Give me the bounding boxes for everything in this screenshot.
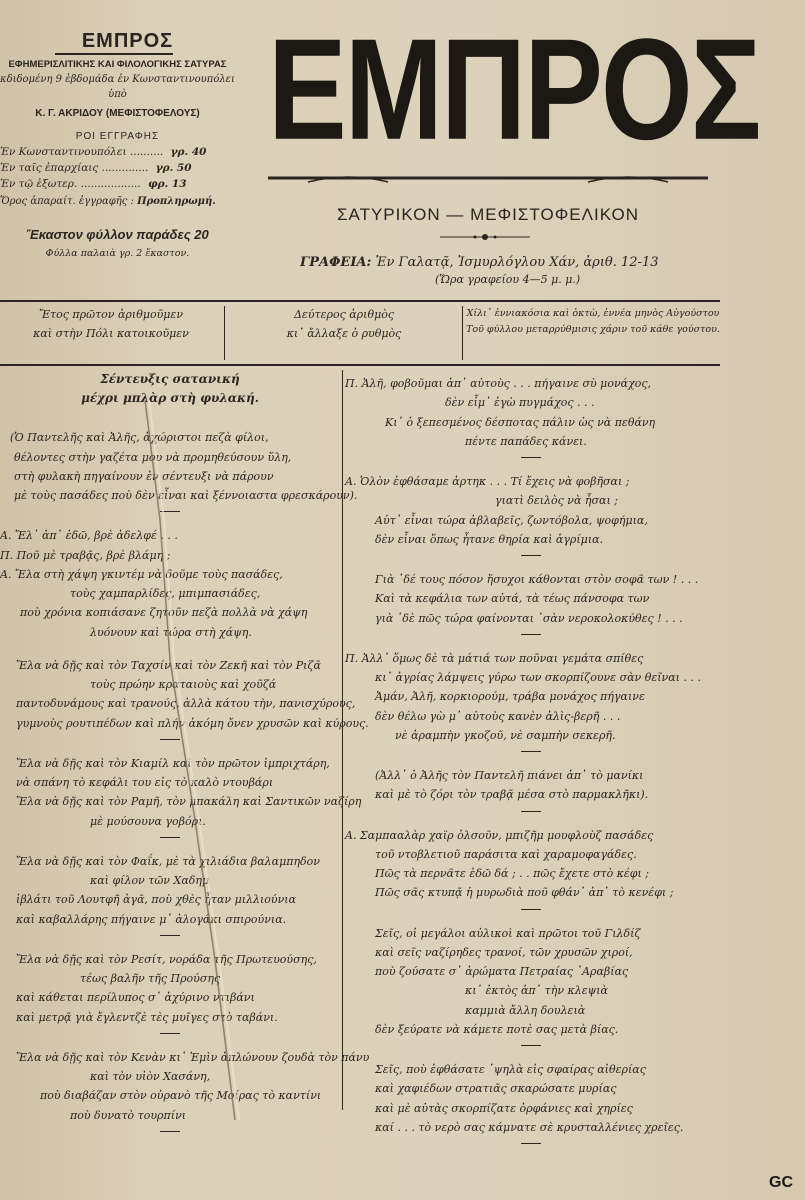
- verse-line: Α. Σαμπααλὰρ χαϊρ ὁλσοῦν, μπιζῆμ μουφλοὺζ πασάδες: [345, 828, 654, 842]
- verse-line: τοὺς πρώην κραταιοὺς καὶ χοῦζά: [90, 678, 277, 692]
- stanza: [345, 1060, 717, 1144]
- box-line: Χίλι᾽ ἐννιακόσια καὶ ὀκτὼ, ἐννέα μηνὸς Αὐγούστου: [466, 308, 720, 319]
- separator: [160, 739, 180, 740]
- verse-line: Α. Ὁλὸν ἐφθάσαμε ἀρτηκ . . . Τί ἔχεις νὰ φοβῆσαι ;: [345, 475, 630, 488]
- subscription-label: Ἐν ταῖς ἐπαρχίαις ..............: [0, 162, 149, 174]
- separator: [521, 1045, 541, 1046]
- separator: [160, 837, 180, 838]
- separator: [521, 811, 541, 812]
- verse-line: καὶ σεῖς ναζίρηδες τρανοί, τῶν χρυσῶν χιροί,: [375, 945, 633, 959]
- verse-line: στὴ φυλακὴ πηγαίνουν ἐν σέντευξι νὰ πάρουν: [14, 469, 274, 483]
- box-divider: [224, 306, 225, 360]
- verse-line: δὲν θέλω γὼ μ᾽ αὐτοὺς κανὲν ἀλὶς-βερῆ . . .: [375, 709, 621, 723]
- verse-line: Ἔλα νὰ δῇς καὶ τὸν Φαΐκ, μὲ τὰ χιλιάδια βαλαμπηδον: [16, 854, 320, 868]
- verse-line: νὰ σπάνη τὸ κεφάλι του εἰς τὸ καλὸ ντουβάρι: [16, 776, 274, 790]
- heading-line: μέχρι μπλὰρ στὴ φυλακή.: [81, 391, 259, 406]
- box-divider: [462, 306, 463, 360]
- issue-price: Ἕκαστον φύλλον παράδες 20: [26, 227, 209, 242]
- verse-line: καμμιὰ ἄλλη δουλειὰ: [465, 1003, 586, 1017]
- verse-line: καὶ μὲ τὸ ζόρι τὸν τραβᾷ μέσα στὸ παρμακλῆκι).: [375, 788, 649, 802]
- info-boxes: [0, 300, 720, 366]
- verse-line: (Ὁ Παντελῆς καὶ Ἀλῆς, ἀχώριστοι πεζὰ φίλοι,: [10, 431, 269, 445]
- verse-line: λυόνουν καὶ τώρα στὴ χάψη.: [90, 625, 252, 639]
- stanza: [0, 1048, 370, 1132]
- verse-line: Σεῖς, οἱ μεγάλοι αὐλικοὶ καὶ πρῶτοι τοῦ Γιλδίζ: [375, 926, 641, 940]
- verse-line: Ἔλα νὰ δῇς καὶ τὸν Ρεσίτ, νοράδα τῆς Πρωτευούσης,: [16, 952, 317, 966]
- verse-line: τοὺς χαμπαρλίδες, μπιμπασιάδες,: [70, 587, 261, 601]
- stanza: [0, 950, 340, 1034]
- box-date: [466, 306, 720, 358]
- subscription-row: [0, 146, 235, 158]
- watermark-logo: GC: [769, 1174, 793, 1191]
- subscription-price: γρ. 50: [155, 162, 192, 174]
- stanza: [345, 374, 717, 458]
- subscription-label: Ἐν τῷ ἐξωτερ. ..................: [0, 178, 141, 190]
- small-title: ΕΜΠΡΟΣ: [81, 30, 174, 52]
- publication-line: κδιδομένη 9 ἑβδομάδα ἐν Κωνσταντινουπόλει: [0, 74, 235, 85]
- verse-line: καὶ χαφιέδων στρατιᾶς σκαρώσατε μυρίας: [375, 1082, 617, 1096]
- verse-line: (Ἀλλ᾽ ὁ Ἀλῆς τὸν Παντελῆ πιάνει ἀπ᾽ τὸ μανίκι: [375, 769, 644, 782]
- verse-line: καὶ μετρᾷ γιὰ ἔγλεντζὲ τὲς μυῖγες στὸ ταβάνι.: [16, 1010, 278, 1024]
- intro-stanza: [0, 428, 358, 512]
- verse-line: γυμνοὺς ρουτιπέδων καὶ πλήν ἀκόμη ὄνεν χρυσῶν καὶ κύρους.: [16, 716, 369, 730]
- verse-line: κι᾽ ἀγρίας λάμψεις γύρω των σκορπίζουνε σὰν θεῖναι . . .: [375, 671, 701, 684]
- subscription-price: γρ. 40: [170, 146, 207, 158]
- stanza: [345, 472, 717, 556]
- subscription-note-text: Ὅρος ἀπαραίτ. ἐγγραφῆς :: [0, 196, 134, 207]
- editor-name: Κ. Γ. ΑΚΡΙΔΟΥ (ΜΕΦΙΣΤΟΦΕΛΟΥΣ): [35, 108, 200, 119]
- offices-address: Ἐν Γαλατᾷ, Ἰσμυρλόγλου Χάν, ἀριθ. 12-13: [375, 255, 659, 270]
- verse-line: Σεῖς, ποὺ ἐφθάσατε ᾽ψηλὰ εἰς σφαίρας αἰθερίας: [375, 1063, 646, 1076]
- verse-line: καί . . . τὸ νερὸ σας κάμνατε σὲ κρυσταλλένιες χρεῖες.: [375, 1120, 684, 1134]
- article-heading: [0, 370, 340, 408]
- subscription-note: [0, 196, 235, 207]
- stanza: [345, 924, 717, 1047]
- verse-line: τοῦ ντοβλετιοῦ παράσιτα καὶ χαραμοφαγάδες.: [375, 847, 637, 861]
- publication-line-2: ὑπὸ: [108, 89, 127, 100]
- verse-line: Πῶς σᾶς κτυπᾷ ἡ μυρωδιὰ ποῦ φθάν᾽ ἀπ᾽ τὸ κενέφι ;: [375, 886, 674, 900]
- verse-line: δὲν ξεύρατε νὰ κάμετε ποτὲ σας μετὰ βίας.: [375, 1022, 619, 1036]
- stanza: [345, 766, 717, 812]
- verse-line: μὲ τοὺς πασάδες ποὺ δὲν εἶναι καὶ ξέννοιαστα φρεσκάρουν).: [14, 489, 358, 503]
- separator: [160, 1033, 180, 1034]
- verse-line: παντοδυνάμους καὶ τρανούς, ἀλλὰ κάτου τὴν, πανισχύρους,: [16, 697, 356, 711]
- verse-line: δὲν εἶμ᾽ ἐγὼ πυγμάχος . . .: [445, 396, 595, 410]
- subscription-row: [0, 162, 235, 174]
- separator: [160, 935, 180, 936]
- box-line: καὶ στὴν Πόλι κατοικοῦμεν: [33, 326, 189, 340]
- verse-line: καὶ φίλον τῶν Χαδημ: [90, 874, 210, 888]
- column-divider: [342, 370, 343, 1110]
- offices-line: [300, 255, 740, 270]
- verse-line: ποὺ δυνατὸ τουρπίνι: [70, 1108, 187, 1122]
- verse-line: Κι᾽ ὁ ξεπεσμένος δέσποτας πάλιν ὡς νὰ πεθάνη: [385, 415, 656, 429]
- stanza: [0, 656, 369, 740]
- masthead-left: [0, 30, 235, 259]
- verse-line: Π. Ἀλλ᾽ ὅμως δὲ τὰ μάτιά των ποῦναι γεμάτα σπίθες: [345, 651, 644, 665]
- subscription-row: [0, 178, 235, 190]
- separator: [521, 751, 541, 752]
- separator: [160, 511, 180, 512]
- box-line: Δεύτερος ἀριθμὸς: [293, 308, 395, 321]
- verse-line: Ἀμάν, Ἀλῆ, κορκιορούμ, τράβα μονάχος πήγαινε: [375, 690, 645, 704]
- box-line: Τοῦ φύλλου μεταρρύθμισις χάριν τοῦ κάθε γούστου.: [466, 324, 720, 336]
- verse-line: δὲν εἶναι ὅπως ἦτανε θηρία καὶ ἀγρίμια.: [375, 532, 604, 546]
- issue-note: Φύλλα παλαιὰ γρ. 2 ἕκαστον.: [45, 248, 190, 259]
- masthead-title: ΕΜΠΡΟΣ: [268, 9, 760, 171]
- verse-line: Γιὰ ᾽δέ τους πόσον ἥσυχοι κάθονται στὸν σοφᾶ των ! . . .: [375, 573, 699, 586]
- verse-line: Π. Ἀλῆ, φοβοῦμαι ἀπ᾽ αὐτοὺς . . . πήγαινε σὺ μονάχος,: [345, 377, 652, 390]
- separator: [521, 909, 541, 910]
- stanza: [345, 826, 717, 910]
- separator: [521, 555, 541, 556]
- separator: [521, 1143, 541, 1144]
- verse-line: καὶ μὲ αὐτὰς σκορπίζατε ὀρφάνιες καὶ χηρίες: [375, 1101, 633, 1115]
- verse-line: ποὺ ζούσατε σ᾽ ἀρώματα Πετραίας ᾽Αραβίας: [375, 965, 629, 978]
- office-hours: (Ὥρα γραφείου 4—5 μ. μ.): [435, 273, 581, 286]
- verse-line: ἰβλάτι τοῦ Λουτφῆ ἀγᾶ, ποὺ χθὲς ἦταν μιλλιούνια: [16, 893, 297, 907]
- left-column: [0, 370, 370, 1132]
- verse-line: νὲ ἀραμπὴν γκοζοῦ, νὲ σαμπὴν σεκερῆ.: [395, 728, 616, 742]
- verse-line: καὶ κάθεται περίλυπος σ᾽ ἀχύρινο ντιβάνι: [16, 991, 255, 1005]
- separator: [521, 457, 541, 458]
- verse-line: μὲ μούσουνα γοβόρι.: [90, 814, 206, 828]
- verse-line: Α. Ἔλ᾽ ἀπ᾽ ἐδῶ, βρὲ ἀδελφέ . . .: [0, 529, 178, 543]
- offices-label: ΓΡΑΦΕΙΑ:: [300, 255, 372, 270]
- subscription-price: φρ. 13: [148, 178, 187, 190]
- separator: [521, 634, 541, 635]
- verse-line: γιατὶ δειλὸς νὰ ἦσαι ;: [495, 494, 618, 508]
- verse-line: Α. Ἔλα στὴ χάψη γκιντέμ νὰ δοῦμε τοὺς πασάδες,: [0, 567, 283, 581]
- right-column: [345, 370, 717, 1144]
- ornamental-rule: [268, 170, 708, 186]
- verse-line: ποὺ χρόνια κοπιάσανε ζητοῦν πεζὰ πολλὰ νὰ χάψη: [20, 606, 308, 620]
- verse-line: θέλοντες στὴν γαζέτα μου νὰ προμηθεύσουν ὕλη,: [14, 450, 292, 464]
- tagline: ΣΑΤΥΡΙΚΟΝ — ΜΕΦΙΣΤΟΦΕΛΙΚΟΝ: [336, 205, 640, 224]
- verse-line: ποὺ διαβάζαν στὸν οὐρανὸ τῆς Μοίρας τὸ καντίνι: [40, 1089, 322, 1103]
- box-number: [228, 306, 460, 358]
- verse-line: Ἔλα νὰ δῇς καὶ τὸν Κενὰν κι᾽ Ἐμὶν ἀπλώνουν ζουδὰ τὸν πάνυ: [16, 1050, 370, 1064]
- heading-line: Σέντευξις σατανική: [100, 372, 240, 386]
- stanza: [345, 649, 717, 752]
- verse-line: τέως βαλῆν τῆς Προύσης: [80, 972, 221, 986]
- small-subtitle: ΕΦΗΜΕΡΙΣΛΙΤΙΚΗΣ ΚΑΙ ΦΙΛΟΛΟΓΙΚΗΣ ΣΑΤΥΡΑΣ: [8, 59, 227, 70]
- subscription-label: Ἐν Κωνσταντινουπόλει ..........: [0, 146, 164, 158]
- verse-line: Καὶ τὰ κεφάλια των αὐτά, τὰ τέως πάνσοφα των: [375, 592, 650, 606]
- stanza: [0, 852, 340, 936]
- verse-line: Ἔλα νὰ δῇς καὶ τὸν Ταχσίν καὶ τὸν Ζεκῆ καὶ τὸν Ριζᾶ: [16, 658, 321, 672]
- box-year: [0, 306, 222, 358]
- verse-line: Αὐτ᾽ εἶναι τώρα ἀβλαβεῖς, ζωντόβολα, ψοφήμια,: [375, 513, 648, 527]
- verse-line: κι᾽ ἐκτὸς ἀπ᾽ τὴν κλεψιὰ: [465, 984, 608, 998]
- verse-line: καὶ τὸν υἱὸν Χασάνη,: [90, 1070, 211, 1084]
- small-title-rule: [55, 53, 173, 55]
- box-line: Ἔτος πρῶτον ἀριθμοῦμεν: [38, 308, 184, 321]
- small-ornament: [440, 232, 530, 242]
- dialogue-stanza: [0, 526, 340, 642]
- verse-line: Ἔλα νὰ δῇς καὶ τὸν Ραμῆ, τὸν μπακάλη καὶ Σαντικῶν ναζίρη: [16, 795, 362, 809]
- box-line: κι᾽ ἄλλαξε ὁ ρυθμὸς: [286, 326, 402, 340]
- stanza: [0, 754, 362, 838]
- verse-line: καὶ καβαλλάρης πήγαινε μ᾽ ἀλογάκι σπιρούνια.: [16, 912, 287, 926]
- stanza: [345, 570, 717, 635]
- verse-line: Π. Ποῦ μὲ τραβᾷς, βρὲ βλάμη ;: [0, 548, 171, 562]
- verse-line: Ἔλα νὰ δῇς καὶ τὸν Κιαμίλ καὶ τὸν πρῶτον ἰμπριχτάρη,: [16, 756, 330, 770]
- verse-line: πέντε παπάδες κάνει.: [465, 434, 587, 448]
- subscriptions-title: ΡΟΙ ΕΓΓΡΑΦΗΣ: [75, 131, 160, 142]
- verse-line: γιὰ ᾽δὲ πῶς τώρα φαίνονται ᾽σὰν νεροκολοκύθες ! . . .: [375, 611, 683, 625]
- verse-line: Πῶς τὰ περνᾶτε ἐδῶ δά ; . . πῶς ἔχετε στὸ κέφι ;: [375, 867, 650, 880]
- separator: [160, 1131, 180, 1132]
- subscription-note-bold: Προπληρωμή.: [137, 196, 216, 207]
